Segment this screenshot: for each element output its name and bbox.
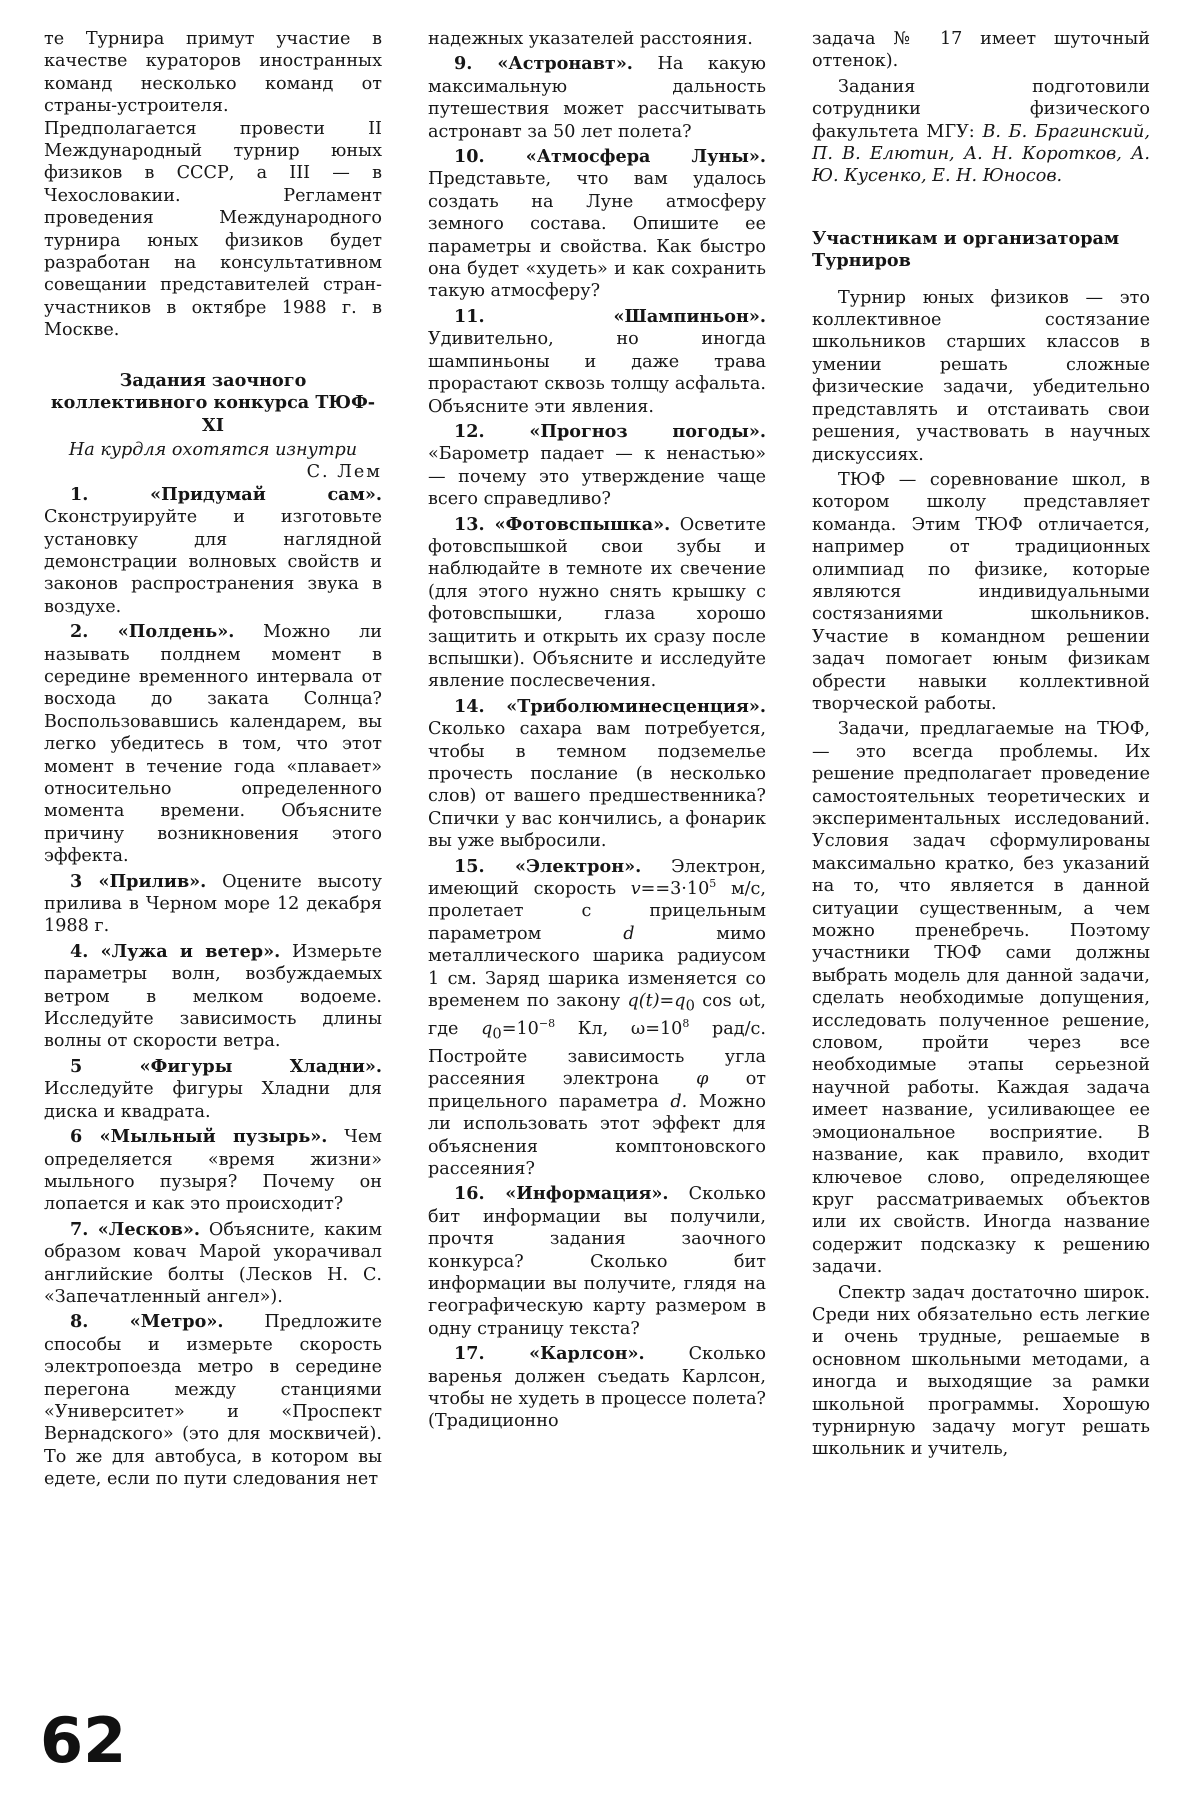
epigraph: На курдля охотятся изнутри [68,439,358,460]
task-8 [44,1311,382,1490]
task-10 [428,146,766,303]
task-9 [428,53,766,143]
task-title: 4. «Лужа и ветер». [70,940,281,962]
paragraph: Задачи, предлагаемые на ТЮФ,— это всегда проблемы. Их решение предполагает проведение самостоятельных теоретических и экспериментальных исследований. Условия задач сформулированы максимально кратко, без указаний на то, что является в данной ситуации существенным, а чем можно пренебречь. Поэтому участники ТЮФ сами должны выбрать модель для данной задачи, сделать необходимые допущения, исследовать полученное решение, словом, пройти через все необходимые этапы серьезной научной работы. Каждая задача имеет название, усиливающее ее эмоциональное восприятие. В название, как правило, входит ключевое слово, определяющее круг рассматриваемых объектов или их свойств. Иногда название содержит подсказку к решению задачи. [812,719,1150,1278]
task-text: Чем определяется «время жизни» мыльного пузыря? Почему он лопается и как это происходит? [44,1127,382,1215]
task-title: 15. «Электрон». [454,855,642,877]
task-title: 11. «Шампиньон». [454,305,766,327]
paragraph: Спектр задач достаточно широк. Среди них обязательно есть легкие и очень трудные, решаемые в основном школьными методами, а иногда и выходящие за рамки школьной программы. Хорошую турнирную задачу могут решать школьник и учитель, [812,1282,1150,1460]
task-text: Оцените высоту прилива в Черном море 12 декабря 1988 г. [44,871,383,937]
task-text: Сколько бит информации вы получили, прочтя задания заочного конкурса? Сколько бит информации вы получите, глядя на географическую карту размером в одну страницу текста? [428,1184,767,1339]
credits-names: В. Б. Брагинский, П. В. Елютин, А. Н. Коротков, А. Ю. Кусенко, Е. Н. Юносов. [812,121,1150,187]
task-title: 14. «Триболюминесценция». [454,695,766,717]
task-text: Предложите способы и измерьте скорость электропоезда метро в середине перегона между станциями «Университет» и «Проспект Вернадского» (это для москвичей). То же для автобуса, в котором вы едете, если по пути следования нет [44,1312,382,1490]
task-text: Исследуйте фигуры Хладни для диска и квадрата. [44,1079,382,1122]
task-17-continuation: задача № 17 имеет шуточный оттенок). [812,29,1150,72]
task-title: 13. «Фотовспышка». [454,513,671,535]
task-7 [44,1219,382,1309]
credits: Задания подготовили сотрудники физического факультета МГУ: В. Б. Брагинский, П. В. Елютин, А. Н. Коротков, А. Ю. Кусенко, Е. Н. Юносов. [812,76,1150,187]
task-text: Сколько варенья должен съедать Карлсон, чтобы не худеть в процессе полета? (Традиционно [428,1344,766,1432]
page-number: 62 [40,1704,127,1777]
task-title: 5 «Фигуры Хладни». [70,1055,382,1077]
task-16 [428,1183,766,1340]
task-6 [44,1126,382,1216]
paragraph: Турнир юных физиков — это коллективное состязание школьников старших классов в умении решать сложные физические задачи, убедительно представлять и отстаивать свои решения, участвовать в научных дискуссиях. [812,287,1150,465]
epigraph-author: С. Лем [306,462,382,483]
task-5 [44,1056,382,1123]
task-text: Объясните, каким образом ковач Марой укорачивал английские болты (Лесков Н. С. «Запечатленный ангел»). [44,1219,382,1307]
column-3 [812,28,1150,1464]
task-text: Сколько сахара вам потребуется, чтобы в темном подземелье прочесть послание (в несколько слов) от вашего предшественника? Спички у вас кончились, а фонарик вы уже выбросили. [428,719,766,852]
task-11 [428,306,766,418]
task-title: 3 «Прилив». [70,870,207,892]
section-heading-participants: Участникам и организаторам Турниров [812,227,1120,272]
task-15: 15. «Электрон». Электрон, имеющий скорость $v==3\cdot 10^5$ м/с, пролетает с прицельным параметром d мимо металлического шарика радиусом 1 см. Заряд шарика изменяется со временем по закону $q(t)=q_0$ cos ωt, где $q_0=10^{-8}$ Кл, $\omega=10^8$ рад/с. Постройте зависимость угла рассеяния электрона φ от прицельного параметра d. Можно ли использовать этот эффект для объяснения комптоновского рассеяния? [428,855,767,1179]
task-13 [428,514,766,693]
task-title: 6 «Мыльный пузырь». [70,1126,328,1148]
task-text: Измерьте параметры волн, возбуждаемых ветром в мелком водоеме. Исследуйте зависимость длины волны от скорости ветра. [44,941,382,1052]
task-title: 12. «Прогноз погоды». [454,420,766,442]
task-text: Удивительно, но иногда шампиньоны и даже трава прорастают сквозь толщу асфальта. Объясните эти явления. [428,329,766,417]
task-title: 1. «Придумай сам». [70,483,382,505]
paragraph: ТЮФ — соревнование школ, в котором школу представляет команда. Этим ТЮФ отличается, например от традиционных олимпиад по физике, которые являются индивидуальными состязаниями школьников. Участие в командном решении задач помогает юным физикам обрести навыки коллективной творческой работы. [812,469,1150,714]
section-heading-tasks: Задания заочного коллективного конкурса ТЮФ-XI [50,369,376,436]
column-2 [428,28,766,1436]
task-title: 10. «Атмосфера Луны». [454,146,766,168]
task-text: Можно ли называть полднем момент в середине временного интервала от восхода до заката Солнца? Воспользовавшись календарем, вы легко убедитесь в том, что этот момент в течение года «плавает» относительно определенного момента времени. Объясните причину возникновения этого эффекта. [44,622,383,867]
task-8-continuation: надежных указателей расстояния. [428,29,753,49]
task-text: Представьте, что вам удалось создать на Луне атмосферу земного состава. Опишите ее параметры и свойства. Как быстро она будет «худеть» и как сохранить такую атмосферу? [428,169,766,302]
task-17 [428,1343,766,1433]
task-title: 17. «Карлсон». [454,1343,645,1365]
task-text: «Барометр падает — к ненастью» — почему это утверждение чаще всего справедливо? [428,444,766,510]
task-title: 16. «Информация». [454,1183,669,1205]
task-title: 9. «Астронавт». [454,53,633,75]
intro-paragraph: те Турнира примут участие в качестве кураторов иностранных команд несколько команд от страны-устроителя. Предполагается провести II Международный турнир юных физиков в СССР, а III — в Чехословакии. Регламент проведения Международного турнира юных физиков будет разработан на консультативном совещании представителей стран-участников в октябре 1988 г. в Москве. [44,29,382,341]
task-1 [44,484,382,618]
task-text: На какую максимальную дальность путешествия может рассчитывать астронавт за 50 лет полета? [428,54,767,142]
task-12 [428,421,766,511]
task-title: 2. «Полдень». [70,621,235,643]
column-1 [44,28,382,1494]
task-text: Осветите фотовспышкой свои зубы и наблюдайте в темноте их свечение (для этого нужно снять крышку с фотовспышки, глаза хорошо защитить и открыть их сразу после вспышки). Объясните и исследуйте явление послесвечения. [428,514,766,692]
task-3 [44,871,382,938]
task-title: 8. «Метро». [70,1311,224,1333]
task-14 [428,696,766,853]
task-title: 7. «Лесков». [70,1218,201,1240]
task-2 [44,621,382,867]
task-text: Сконструируйте и изготовьте установку для наглядной демонстрации волновых свойств и законов распространения звука в воздухе. [44,507,382,617]
task-4 [44,941,382,1053]
